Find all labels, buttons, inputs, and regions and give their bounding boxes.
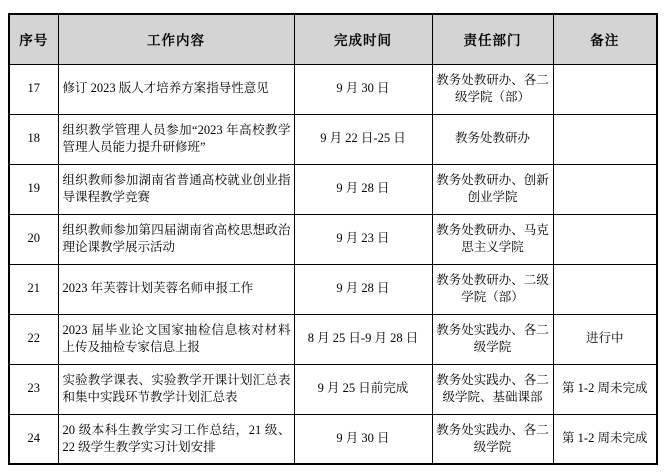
cell-deadline: 9 月 30 日: [294, 414, 432, 464]
cell-content: 组织教师参加第四届湖南省高校思想政治理论课教学展示活动: [58, 214, 294, 264]
header-row: [9, 14, 657, 64]
work-schedule-table: [8, 13, 658, 465]
cell-remark: [553, 164, 657, 214]
cell-content: 20 级本科生教学实习工作总结，21 级、22 级学生教学实习计划安排: [58, 414, 294, 464]
cell-content: 修订 2023 版人才培养方案指导性意见: [58, 64, 294, 114]
cell-index: 21: [9, 264, 58, 314]
col-header-remark: 备注: [553, 14, 657, 64]
cell-department: 教务处实践办、各二级学院: [432, 314, 553, 364]
table-row: [9, 64, 657, 114]
table-row: [9, 114, 657, 164]
cell-deadline: 9 月 28 日: [294, 164, 432, 214]
cell-department: 教务处教研办、各二级学院（部）: [432, 64, 553, 114]
cell-deadline: 9 月 25 日前完成: [294, 364, 432, 414]
cell-content: 2023 年芙蓉计划芙蓉名师申报工作: [58, 264, 294, 314]
cell-index: 22: [9, 314, 58, 364]
cell-department: 教务处教研办、创新创业学院: [432, 164, 553, 214]
col-header-department: 责任部门: [432, 14, 553, 64]
cell-index: 18: [9, 114, 58, 164]
cell-remark: 第 1-2 周未完成: [553, 364, 657, 414]
cell-content: 组织教师参加湖南省普通高校就业创业指导课程教学竞赛: [58, 164, 294, 214]
cell-remark: [553, 114, 657, 164]
cell-department: 教务处教研办: [432, 114, 553, 164]
col-header-index: 序号: [9, 14, 58, 64]
table-row: [9, 364, 657, 414]
cell-content: 实验教学课表、实验教学开课计划汇总表和集中实践环节教学计划汇总表: [58, 364, 294, 414]
cell-index: 19: [9, 164, 58, 214]
table-row: [9, 164, 657, 214]
table-row: [9, 264, 657, 314]
cell-deadline: 9 月 28 日: [294, 264, 432, 314]
cell-deadline: 9 月 30 日: [294, 64, 432, 114]
cell-department: 教务处教研办、马克思主义学院: [432, 214, 553, 264]
cell-index: 24: [9, 414, 58, 464]
cell-deadline: 9 月 23 日: [294, 214, 432, 264]
cell-department: 教务处实践办、各二级学院、基础课部: [432, 364, 553, 414]
col-header-deadline: 完成时间: [294, 14, 432, 64]
cell-remark: [553, 264, 657, 314]
cell-deadline: 8 月 25 日-9 月 28 日: [294, 314, 432, 364]
cell-department: 教务处教研办、二级学院（部）: [432, 264, 553, 314]
cell-remark: 第 1-2 周未完成: [553, 414, 657, 464]
cell-deadline: 9 月 22 日-25 日: [294, 114, 432, 164]
col-header-content: 工作内容: [58, 14, 294, 64]
cell-remark: [553, 64, 657, 114]
cell-index: 23: [9, 364, 58, 414]
cell-content: 组织教学管理人员参加“2023 年高校教学管理人员能力提升研修班”: [58, 114, 294, 164]
table-row: [9, 314, 657, 364]
cell-remark: [553, 214, 657, 264]
table-row: [9, 414, 657, 464]
cell-department: 教务处实践办、各二级学院: [432, 414, 553, 464]
cell-index: 20: [9, 214, 58, 264]
table-row: [9, 214, 657, 264]
cell-content: 2023 届毕业论文国家抽检信息核对材料上传及抽检专家信息上报: [58, 314, 294, 364]
cell-remark: 进行中: [553, 314, 657, 364]
cell-index: 17: [9, 64, 58, 114]
